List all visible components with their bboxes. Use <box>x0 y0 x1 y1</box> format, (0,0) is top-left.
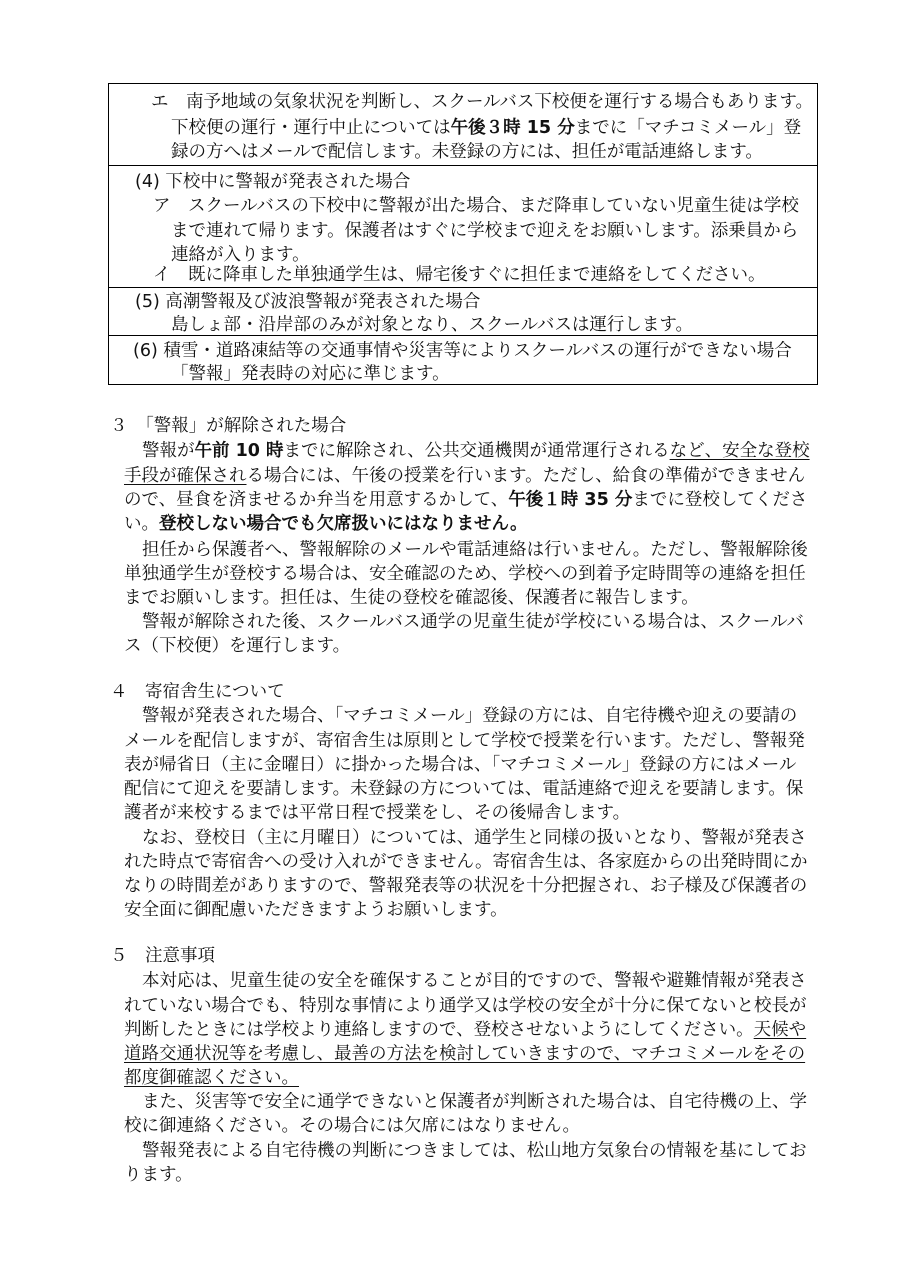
paragraph-line: 警報発表による自宅待機の判断につきましては、松山地方気象台の情報を基にしてお <box>142 1141 807 1161</box>
text-span: る場合には、午後の授業を行います。ただし、給食の準備ができません <box>246 466 806 486</box>
paragraph-line: また、災害等で安全に通学できないと保護者が判断された場合は、自宅待機の上、学 <box>142 1092 807 1112</box>
text-span: 警報が <box>142 441 195 461</box>
table-row <box>109 336 817 386</box>
row-text: エ 南予地域の気象状況を判断し、スクールバス下校便を運行する場合もあります。 <box>151 92 814 112</box>
section-4-heading: ４ 寄宿舎生について <box>110 682 285 702</box>
row-text: 録の方へはメールで配信します。未登録の方には、担任が電話連絡します。 <box>171 142 763 162</box>
text-span: ので、昼食を済ませるか弁当を用意するかして、 <box>124 490 509 510</box>
paragraph-line: 警報が発表された場合、「マチコミメール」登録の方には、自宅待機や迎えの要請の <box>142 706 798 726</box>
row-text: ア スクールバスの下校中に警報が出た場合、まだ降車していない児童生徒は学校 <box>153 196 799 216</box>
text-span: 判断したときには学校より連絡しますので、登校させないようにしてください。 <box>124 1020 754 1040</box>
paragraph-line: 担任から保護者へ、警報解除のメールや電話連絡は行いません。ただし、警報解除後 <box>142 540 808 560</box>
table-row <box>109 288 817 336</box>
paragraph-line: 護者が来校するまでは平常日程で授業をし、その後帰舎します。 <box>124 803 631 823</box>
text-span: までに「マチコミメール」登 <box>574 118 802 138</box>
row-heading: (4) 下校中に警報が発表された場合 <box>135 172 411 192</box>
underlined-text: 道路交通状況等を考慮し、最善の方法を検討していきますので、マチコミメールをその <box>124 1044 806 1064</box>
text-span: までに登校してくださ <box>632 490 808 510</box>
paragraph-line: 本対応は、児童生徒の安全を確保することが目的ですので、警報や避難情報が発表さ <box>142 971 807 991</box>
row-text: 連絡が入ります。 <box>171 245 310 265</box>
text-span: までに解除され、公共交通機関が通常運行される <box>283 441 670 461</box>
paragraph-line: ス（下校便）を運行します。 <box>124 636 351 656</box>
paragraph-line: れていない場合でも、特別な事情により通学又は学校の安全が十分に保てないと校長が <box>124 996 807 1016</box>
underlined-text: 天候や <box>753 1020 807 1040</box>
row-heading: (6) 積雪・道路凍結等の交通事情や災害等によりスクールバスの運行ができない場合 <box>133 341 792 361</box>
underlined-text: 都度御確認ください。 <box>124 1068 299 1088</box>
time-emphasis: 午後１時 35 分 <box>508 490 633 510</box>
paragraph-line <box>124 1018 806 1042</box>
paragraph-line: なお、登校日（主に月曜日）については、通学生と同様の扱いとなり、警報が発表さ <box>142 828 807 848</box>
table-row <box>109 166 817 288</box>
notice-table <box>108 83 818 385</box>
row-text: まで連れて帰ります。保護者はすぐに学校まで迎えをお願いします。添乗員から <box>171 221 799 241</box>
section-5-heading: ５ 注意事項 <box>110 946 215 966</box>
paragraph-line: 校に御連絡ください。その場合には欠席にはなりません。 <box>124 1116 581 1136</box>
paragraph-line: までお願いします。担任は、生徒の登校を確認後、保護者に報告します。 <box>124 588 699 608</box>
table-row <box>109 84 817 166</box>
paragraph-line: なりの時間差がありますので、警報発表等の状況を十分把握され、お子様及び保護者の <box>124 876 808 896</box>
time-emphasis: 午後３時 15 分 <box>450 118 575 138</box>
paragraph-line: 安全面に御配慮いただきますようお願いします。 <box>124 900 508 920</box>
row-text: 「警報」発表時の対応に準じます。 <box>171 364 450 384</box>
paragraph-line: 配信にて迎えを要請します。未登録の方については、電話連絡で迎えを要請します。保 <box>124 779 804 799</box>
paragraph-line: ります。 <box>124 1165 193 1185</box>
paragraph-line: 表が帰省日（主に金曜日）に掛かった場合は、「マチコミメール」登録の方にはメール <box>124 755 797 775</box>
row-text: イ 既に降車した単独通学生は、帰宅後すぐに担任まで連絡をしてください。 <box>153 265 766 285</box>
underlined-text: など、安全な登校 <box>669 441 810 461</box>
paragraph-line: 警報が解除された後、スクールバス通学の児童生徒が学校にいる場合は、スクールバ <box>142 612 804 632</box>
paragraph-line: 単独通学生が登校する場合は、安全確認のため、学校への到着予定時間等の連絡を担任 <box>124 564 806 584</box>
text-span: 下校便の運行・運行中止については <box>171 118 451 138</box>
row-text: 島しょ部・沿岸部のみが対象となり、スクールバスは運行します。 <box>171 315 694 335</box>
paragraph-line <box>124 512 528 536</box>
underlined-text: 手段が確保され <box>124 466 247 486</box>
row-heading: (5) 高潮警報及び波浪警報が発表された場合 <box>135 292 481 312</box>
paragraph-line <box>124 488 807 512</box>
paragraph-line: メールを配信しますが、寄宿舎生は原則として学校で授業を行います。ただし、警報発 <box>124 731 805 751</box>
time-emphasis: 午前 10 時 <box>194 441 284 461</box>
section-3-heading: ３ 「警報」が解除された場合 <box>110 416 347 436</box>
row-text <box>171 116 801 140</box>
paragraph-line <box>124 464 805 488</box>
paragraph-line: れた時点で寄宿舎への受け入れができません。寄宿舎生は、各家庭からの出発時間にか <box>124 852 808 872</box>
text-span: い。 <box>124 514 159 534</box>
paragraph-line <box>142 439 810 463</box>
bold-notice: 登校しない場合でも欠席扱いにはなりません。 <box>159 514 528 534</box>
